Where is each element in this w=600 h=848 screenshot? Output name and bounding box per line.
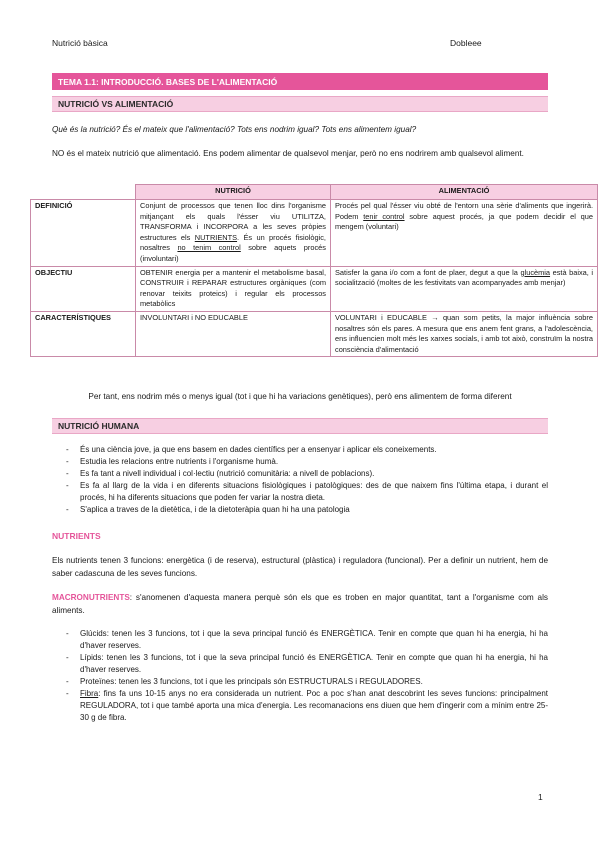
table-row xyxy=(31,266,598,311)
row-label-definicio: DEFINICIÓ xyxy=(31,200,136,267)
column-header-alimentacio: ALIMENTACIÓ xyxy=(331,185,598,200)
nutrients-intro: Els nutrients tenen 3 funcions: energètica (i de reserva), estructural (plàstica) i reguladora (funcional). Per a definir un nutrient, hem de saber cadascuna de les seves funcions. xyxy=(52,556,548,578)
intro-paragraph: NO és el mateix nutrició que alimentació. Ens podem alimentar de qualsevol menjar, però no ens nodrirem amb qualsevol aliment. xyxy=(52,149,524,158)
list-item: - Glúcids: tenen les 3 funcions, tot i que la seva principal funció és ENERGÈTICA. Tenir en compte que quan hi ha energia, hi ha d'haver reserves. xyxy=(52,628,548,652)
table-row xyxy=(31,311,598,356)
cell-nutricio-caracteristiques: INVOLUNTARI i NO EDUCABLE xyxy=(136,311,331,356)
cell-nutricio-definicio: Conjunt de processos que tenen lloc dins l'organisme mitjançant els quals l'ésser viu UTILITZA, TRANSFORMA i INCORPORA a les seves pròpies estructures els NUTRIENTS. És un procés fisiològic, nosaltres no tenim control sobre aquets procés (involuntari) xyxy=(136,200,331,267)
header-subject: Nutrició bàsica xyxy=(52,38,108,48)
comparison-table xyxy=(30,184,598,357)
list-item: - És una ciència jove, ja que ens basem en dades científics per a ensenyar i aplicar els coneixements. xyxy=(52,444,548,456)
intro-question: Què és la nutrició? És el mateix que l'alimentació? Tots ens nodrim igual? Tots ens alimentem igual? xyxy=(52,125,417,134)
row-label-objectiu: OBJECTIU xyxy=(31,266,136,311)
conclusion-line: Per tant, ens nodrim més o menys igual (tot i que hi ha variacions genètiques), però ens alimentem de forma diferent xyxy=(88,392,512,401)
nutricio-humana-list xyxy=(52,444,548,516)
section-heading-nutricio-humana: NUTRICIÓ HUMANA xyxy=(52,418,548,434)
list-item: - Es fa al llarg de la vida i en diferents situacions fisiològiques i patològiques: des de que naixem fins l'última etapa, i durant el procés, hi ha diferents situacions que poden fer variar la nostra dieta. xyxy=(52,480,548,504)
nutrients-heading: NUTRIENTS xyxy=(52,531,101,541)
table-row xyxy=(31,200,598,267)
column-header-nutricio: NUTRICIÓ xyxy=(136,185,331,200)
list-item: - Fibra: fins fa uns 10-15 anys no era considerada un nutrient. Poc a poc s'han anat descobrint les seves funcions: principalment REGULADORA, tot i que també aporta una mica d'energia. Les recomanacions ens diuen que hem d'ingerir com a mínim entre 25-30 g de fibra. xyxy=(52,688,548,724)
list-item: - Estudia les relacions entre nutrients i l'organisme humà. xyxy=(52,456,548,468)
table-corner-cell xyxy=(31,185,136,200)
macronutrients-list xyxy=(52,628,548,724)
header-author: Dobleee xyxy=(450,38,482,48)
title-banner: TEMA 1.1: INTRODUCCIÓ. BASES DE L'ALIMENTACIÓ xyxy=(52,73,548,90)
cell-alimentacio-objectiu: Satisfer la gana i/o com a font de plaer, degut a que la glucèmia està baixa, i socialització (moltes de les festivitats van acompanyades amb menjar) xyxy=(331,266,598,311)
cell-nutricio-objectiu: OBTENIR energia per a mantenir el metabolisme basal, CONSTRUIR i REPARAR estructures orgàniques (com renovar teixits proteics) i regular els processos metabòlics xyxy=(136,266,331,311)
macronutrients-paragraph: MACRONUTRIENTS: s'anomenen d'aquesta manera perquè són els que es troben en major quantitat, tant a l'organisme com als aliments. xyxy=(52,593,548,615)
page-number: 1 xyxy=(538,792,543,802)
cell-alimentacio-caracteristiques: VOLUNTARI i EDUCABLE → quan som petits, la major influència sobre nosaltres són els pares. A mesura que ens anem fent grans, a l'adolescència, ens influencien molt més les xarxes socials, i amb tot això, construïm la nostra consciència d'alimentació xyxy=(331,311,598,356)
list-item: - Lípids: tenen les 3 funcions, tot i que la seva principal funció és ENERGÈTICA. Tenir en compte que quan hi ha energia, hi ha d'haver reserves. xyxy=(52,652,548,676)
row-label-caracteristiques: CARACTERÍSTIQUES xyxy=(31,311,136,356)
cell-alimentacio-definicio: Procés pel qual l'ésser viu obté de l'entorn una sèrie d'aliments que ingerirà. Podem tenir control sobre aquest procés, ja que podem decidir el que mengem (voluntari) xyxy=(331,200,598,267)
list-item: - Proteïnes: tenen les 3 funcions, tot i que les principals són ESTRUCTURALS i REGULADORES. xyxy=(52,676,548,688)
section-heading-nutricio-vs-alimentacio: NUTRICIÓ VS ALIMENTACIÓ xyxy=(52,96,548,112)
macronutrients-label: MACRONUTRIENTS xyxy=(52,593,130,602)
table-header-row xyxy=(31,185,598,200)
list-item: - S'aplica a traves de la dietètica, i de la dietoteràpia quan hi ha una patologia xyxy=(52,504,548,516)
list-item: - Es fa tant a nivell individual i col·lectiu (nutrició comunitària: a nivell de poblacions). xyxy=(52,468,548,480)
